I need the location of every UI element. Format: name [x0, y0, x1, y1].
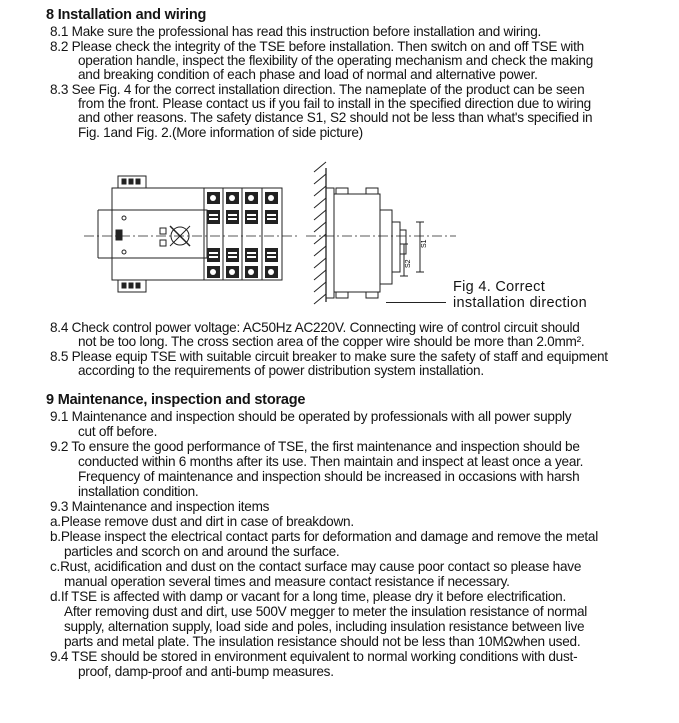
dimension-baseline	[386, 302, 446, 303]
text-line: 9.4 TSE should be stored in environment equivalent to normal working conditions with dust-	[50, 649, 578, 664]
section-8-title: 8 Installation and wiring	[46, 7, 207, 23]
text-line: 8.3 See Fig. 4 for the correct installation direction. The nameplate of the product can be seen	[50, 82, 585, 97]
text-line: according to the requirements of power distribution system installation.	[78, 363, 484, 378]
front-view-diagram	[82, 170, 302, 300]
text-line: a.Please remove dust and dirt in case of breakdown.	[50, 514, 354, 529]
text-line: manual operation several times and measure contact resistance if necessary.	[64, 574, 510, 589]
text-line: installation condition.	[78, 484, 199, 499]
figure-caption-line2: installation direction	[453, 295, 587, 311]
dimension-s2-label: S2	[405, 259, 412, 268]
text-line: 9.2 To ensure the good performance of TSE, the first maintenance and inspection should be	[50, 439, 580, 454]
text-line: from the front. Please contact us if you fail to install in the specified direction due to wiring	[78, 96, 591, 111]
text-line: 9.3 Maintenance and inspection items	[50, 499, 270, 514]
text-line: 8.2 Please check the integrity of the TSE before installation. Then switch on and off TSE with	[50, 39, 584, 54]
text-line: particles and scorch on and around the surface.	[64, 544, 340, 559]
text-line: 8.1 Make sure the professional has read this instruction before installation and wiring.	[50, 24, 542, 39]
figure-caption-line1: Fig 4. Correct	[453, 279, 546, 295]
text-line: Fig. 1and Fig. 2.(More information of side picture)	[78, 125, 363, 140]
section-9-title: 9 Maintenance, inspection and storage	[46, 392, 306, 408]
text-line: b.Please inspect the electrical contact parts for deformation and damage and remove the metal	[50, 529, 599, 544]
text-line: 9.1 Maintenance and inspection should be operated by professionals with all power supply	[50, 409, 572, 424]
side-view-diagram	[306, 160, 456, 308]
text-line: conducted within 6 months after its use. Then maintain and inspect at least once a year.	[78, 454, 584, 469]
text-line: not be too long. The cross section area of the copper wire should be more than 2.0mm².	[78, 334, 585, 349]
text-line: 8.5 Please equip TSE with suitable circuit breaker to make sure the safety of staff and equipment	[50, 349, 608, 364]
text-line: 8.4 Check control power voltage: AC50Hz AC220V. Connecting wire of control circuit should	[50, 320, 580, 335]
text-line: and breaking condition of each phase and load of normal and alternative power.	[78, 67, 538, 82]
dimension-s1-label: S1	[421, 239, 428, 248]
text-line: cut off before.	[78, 424, 158, 439]
text-line: c.Rust, acidification and dust on the contact surface may cause poor contact so please have	[50, 559, 582, 574]
text-line: proof, damp-proof and anti-bump measures.	[78, 664, 334, 679]
text-line: Frequency of maintenance and inspection should be increased in occasions with harsh	[78, 469, 580, 484]
text-line: supply, alternation supply, load side and poles, including insulation resistance between live	[64, 619, 585, 634]
text-line: operation handle, inspect the flexibility of the operating mechanism and check the making	[78, 53, 594, 68]
text-line: and other reasons. The safety distance S1, S2 should not be less than what's specified in	[78, 110, 593, 125]
text-line: d.If TSE is affected with damp or vacant for a long time, please dry it before electrification.	[50, 589, 566, 604]
text-line: parts and metal plate. The insulation resistance should not be less than 10MΩwhen used.	[64, 634, 581, 649]
text-line: After removing dust and dirt, use 500V megger to meter the insulation resistance of normal	[64, 604, 588, 619]
